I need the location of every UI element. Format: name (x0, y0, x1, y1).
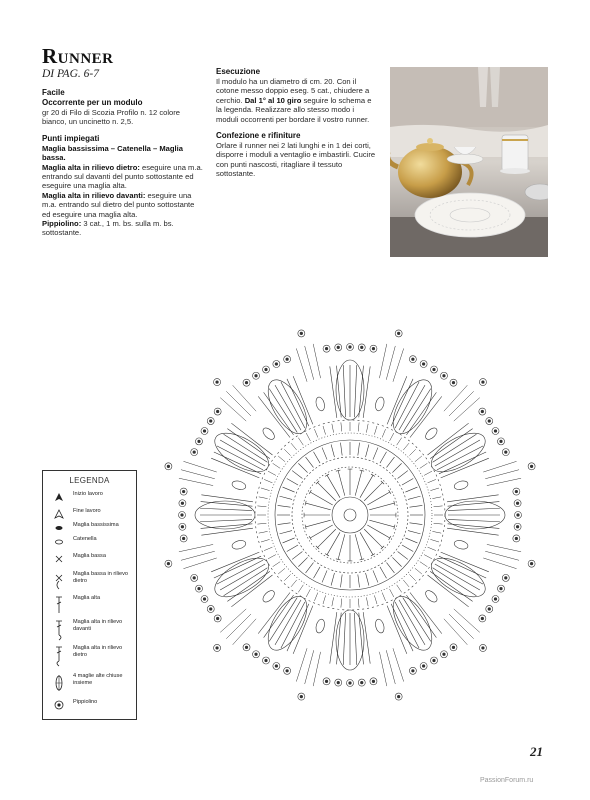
page-title: Runner (42, 44, 114, 68)
stitch-picot-text: 3 cat., 1 m. bs. sulla m. bs. sottostante. (42, 219, 174, 238)
finishing-text: Orlare il runner nei 2 lati lunghi e in 1 dei corti, disporre i moduli a ventaglio e imbastirli. Cucire con punti nascosti, ritagliare il tessuto sottostante. (216, 141, 376, 179)
product-photo (390, 67, 548, 257)
stitch-front-post-label: Maglia alta in rilievo davanti: (42, 190, 146, 200)
back-post-single-icon (51, 571, 67, 591)
legend-item: Maglia alta (43, 595, 138, 615)
page-reference: DI PAG. 6-7 (42, 68, 99, 80)
back-post-double-icon (51, 645, 67, 665)
finishing-heading: Confezione e rifiniture (216, 131, 301, 141)
legend-item: Catenella (43, 536, 138, 556)
page-number: 21 (530, 744, 543, 759)
single-crochet-icon (51, 553, 67, 573)
watermark: PassionForum.ru (480, 777, 534, 784)
stitch-picot-label: Pippiolino: (42, 219, 82, 229)
legend-item: Maglia alta in rilievo davanti (43, 619, 138, 639)
stitch-basic-label: Maglia bassissima – Catenella – Maglia bassa. (42, 143, 183, 163)
double-crochet-icon (51, 595, 67, 615)
legend-item: Maglia bassissima (43, 522, 138, 542)
stitch-back-post-label: Maglia alta in rilievo dietro: (42, 162, 140, 172)
legend-title: LEGENDA (69, 476, 110, 485)
materials-text: gr 20 di Filo di Scozia Profilo n. 12 colore bianco, un uncinetto n. 2,5. (42, 108, 181, 127)
legend-item: Pippiolino (43, 699, 138, 719)
left-text-column (42, 88, 204, 238)
stitch-front-post-text: eseguire una m.a. entrando sul dietro del punto sottostante ed eseguire una maglia alta. (42, 190, 195, 219)
legend-item: Maglia bassa (43, 553, 138, 573)
front-post-double-icon (51, 619, 67, 639)
difficulty-label: Facile (42, 88, 65, 97)
legend-item: Fine lavoro (43, 508, 138, 528)
crochet-diagram (150, 300, 550, 720)
legend-item: 4 maglie alte chiuse insieme (43, 673, 138, 693)
picot-icon (51, 699, 67, 719)
legend-box (42, 470, 137, 720)
cluster-icon (51, 673, 67, 693)
legend-item: Maglia bassa in rilievo dietro (43, 571, 138, 591)
stitches-heading: Punti impiegati (42, 133, 100, 143)
materials-heading: Occorrente per un modulo (42, 98, 143, 107)
legend-item: Maglia alta in rilievo dietro (43, 645, 138, 665)
rounds-highlight: Dal 1° al 10 giro (244, 95, 302, 105)
stitch-back-post-text: eseguire una m.a. entrando sul davanti del punto sottostante ed eseguire una maglia alta. (42, 162, 203, 191)
legend-item: Inizio lavoro (43, 491, 138, 511)
middle-text-column (216, 67, 378, 179)
execution-heading: Esecuzione (216, 67, 261, 76)
execution-text: Il modulo ha un diametro di cm. 20. Con il cotone messo doppio eseg. 5 cat., chiudere a cerchio. Dal 1° al 10 giro seguire lo schema e la legenda. Realizzare allo stesso modo i moduli occorrenti per bordare il vostro runner. (216, 77, 372, 124)
